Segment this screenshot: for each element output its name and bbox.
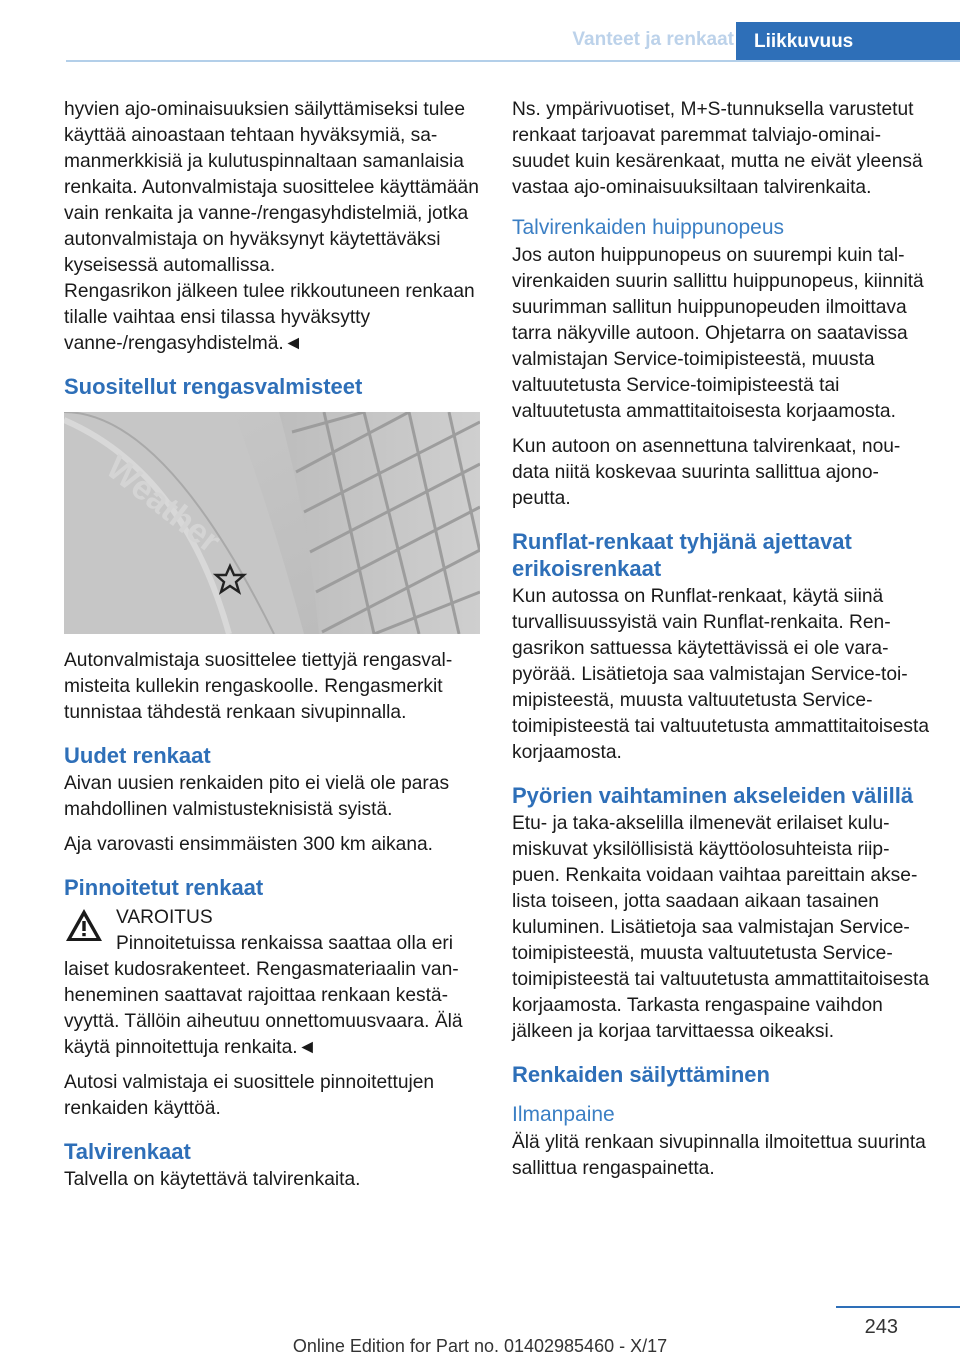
heading-winter-tires: Talvirenkaat	[64, 1139, 191, 1164]
heading-tire-storage: Renkaiden säilyttäminen	[512, 1062, 770, 1087]
edition-footer: Online Edition for Part no. 01402985460 - X/17	[292, 1336, 668, 1356]
retread-paragraph: Autosi valmistaja ei suosittele pinnoitettujen renkaiden käyttöä.	[64, 1072, 435, 1119]
top-speed-paragraph-1: Jos auton huippunopeus on suurempi kuin talvirenkaiden suurin sallittu huippunopeus, kiinnitä suurimman sallitun huippunopeuden ilmoittava tarra näkyville autoon. Ohjetarra on saatavissa valmistajan Service-toimipisteestä, muusta valtuutetusta Service-toimipisteestä tai valtuutetusta ammattitaitoisesta korjaamosta.	[512, 245, 924, 422]
rotation-paragraph: Etu- ja taka-akselilla ilmenevät erilaiset kulumiskuvat yksilöllisistä käyttöolosuhteista riippuen. Renkaita voidaan vaihtaa pareittain akselista toiseen, jotta saadaan aikaan tasainen kuluminen. Lisätietoja saa valmistajan Service-toimipisteestä, muusta valtuutetusta Service-toimipisteestä tai valtuutetusta ammattitaitoisesta korjaamosta. Tarkasta rengaspaine vaihdon jälkeen ja korjaa tarvittaessa oikeaksi.	[512, 813, 929, 1042]
tire-embossed-text: Weather	[99, 448, 228, 561]
warning-box	[64, 905, 482, 957]
winter-paragraph: Talvella on käytettävä talvirenkaita.	[64, 1169, 361, 1190]
warning-title: VAROITUS	[116, 907, 213, 928]
runflat-paragraph: Kun autossa on Runflat-renkaat, käytä siinä turvallisuussyistä vain Runflat-renkaita. Rengasrikon sattuessa käytettävissä ei ole varapyörää. Lisätietoja saa valmistajan Service-toimipisteestä, muusta valtuutetusta Service-toimipisteestä tai valtuutetusta ammattitaitoisesta korjaamosta.	[512, 586, 929, 763]
top-speed-paragraph-2: Kun autoon on asennettuna talvirenkaat, noudata niitä koskevaa suurinta sallittua ajonopeutta.	[512, 436, 901, 509]
intro-paragraph: hyvien ajo-ominaisuuksien säilyttämiseksi tulee käyttää ainoastaan tehtaan hyväksymiä, samanmerkkisiä ja kulutuspinnaltaan samanlaisia renkaita. Autonvalmistaja suosittelee käyttämään vain renkaita ja vanne-/rengasyhdistelmiä, jotka autonvalmistaja on hyväksynyt käytettäväksi kyseisessä automallissa.	[64, 99, 479, 276]
all-season-paragraph: Ns. ympärivuotiset, M+S-tunnuksella varustetut renkaat tarjoavat paremmat talviajo-ominaisuudet kuin kesärenkaat, mutta ne eivät yleensä vastaa ajo-ominaisuuksiltaan talvirenkaita.	[512, 99, 923, 198]
heading-wheel-rotation: Pyörien vaihtaminen akseleiden välillä	[512, 783, 914, 808]
header-rule	[66, 60, 960, 62]
pressure-paragraph: Älä ylitä renkaan sivupinnalla ilmoitettua suurinta sallittua rengaspainetta.	[512, 1132, 926, 1179]
warning-first-line: Pinnoitetuissa renkaissa saattaa olla eri	[116, 933, 454, 954]
warning-triangle-icon	[64, 907, 104, 943]
page-number: 243	[864, 1316, 898, 1338]
heading-air-pressure: Ilmanpaine	[512, 1103, 615, 1126]
right-column	[512, 97, 930, 1191]
chapter-tab: Liikkuvuus	[736, 22, 960, 62]
new-tires-paragraph-1: Aivan uusien renkaiden pito ei vielä ole paras mahdollinen valmistusteknisistä syistä.	[64, 773, 450, 820]
heading-retreaded-tires: Pinnoitetut renkaat	[64, 875, 264, 900]
recommended-paragraph: Autonvalmistaja suosittelee tiettyjä rengasvalmisteita kullekin rengaskoolle. Rengasmerkit tunnistaa tähdestä renkaan sivupinnalla.	[64, 650, 453, 723]
heading-winter-top-speed: Talvirenkaiden huippunopeus	[512, 216, 785, 239]
new-tires-paragraph-2: Aja varovasti ensimmäisten 300 km aikana.	[64, 834, 433, 855]
heading-recommended-tires: Suositellut rengasvalmisteet	[64, 374, 363, 399]
left-column	[64, 97, 482, 1202]
footer-rule	[836, 1306, 960, 1308]
page-header	[66, 22, 960, 62]
warning-body: laiset kudosrakenteet. Rengasmateriaalin vanheneminen saattavat rajoittaa renkaan kestävyyttä. Tällöin aiheutuu onnettomuusvaara. Älä käytä pinnoitettuja renkaita.◄	[64, 959, 463, 1058]
section-title: Vanteet ja renkaat	[572, 29, 734, 50]
heading-runflat: Runflat-renkaat tyhjänä ajettavat erikoisrenkaat	[512, 529, 852, 581]
heading-new-tires: Uudet renkaat	[64, 743, 211, 768]
intro-paragraph-2: Rengasrikon jälkeen tulee rikkoutuneen renkaan tilalle vaihtaa ensi tilassa hyväksytty vanne-/rengasyhdistelmä.◄	[64, 281, 475, 354]
tire-sidewall-image	[64, 412, 480, 634]
